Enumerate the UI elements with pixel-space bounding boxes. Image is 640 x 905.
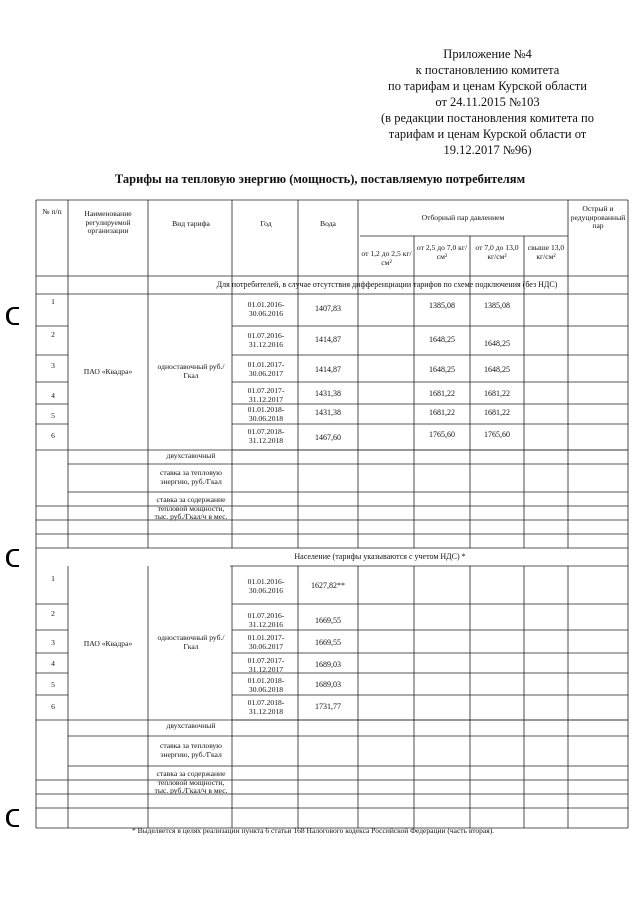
energy-rate-label: ставка за тепловую энергию, руб./Гкал bbox=[160, 742, 222, 759]
row-year: 01.07.2018-31.12.2018 bbox=[247, 699, 285, 716]
col-header-steam-1: от 1,2 до 2,5 кг/см² bbox=[361, 250, 412, 267]
binding-mark bbox=[6, 307, 19, 325]
col-header-sharp: Острый и редуцированный пар bbox=[570, 205, 626, 230]
row-water: 1669,55 bbox=[315, 639, 341, 647]
row-steam-2: 1648,25 bbox=[429, 366, 455, 374]
row-water: 1407,83 bbox=[315, 305, 341, 313]
row-steam-2: 1385,08 bbox=[429, 302, 455, 310]
col-header-num: № п/п bbox=[42, 208, 62, 216]
header-line: к постановлению комитета bbox=[415, 63, 560, 77]
capacity-rate-label: ставка за содержание тепловой мощности, тыс. руб./Гкал/ч в мес. bbox=[154, 496, 228, 521]
col-header-steam-3: от 7,0 до 13,0 кг/см² bbox=[475, 244, 519, 261]
row-num: 4 bbox=[51, 660, 55, 668]
org-name: ПАО «Квадра» bbox=[83, 640, 133, 648]
col-header-steam-2: от 2,5 до 7,0 кг/см² bbox=[416, 244, 468, 261]
row-year: 01.01.2016-30.06.2016 bbox=[247, 301, 285, 318]
row-year: 01.01.2018-30.06.2018 bbox=[247, 406, 285, 423]
row-water: 1627,82** bbox=[311, 582, 345, 590]
col-header-water: Вода bbox=[320, 220, 336, 228]
row-water: 1669,55 bbox=[315, 617, 341, 625]
row-num: 3 bbox=[51, 362, 55, 370]
row-water: 1689,03 bbox=[315, 661, 341, 669]
row-year: 01.07.2016-31.12.2016 bbox=[247, 612, 285, 629]
row-steam-3: 1765,60 bbox=[484, 431, 510, 439]
footnote: * Выделяется в целях реализации пункта 6 статьи 168 Налогового кодекса Российской Федерации (часть вторая). bbox=[132, 826, 495, 835]
capacity-rate-label: ставка за содержание тепловой мощности, тыс. руб./Гкал/ч в мес. bbox=[154, 770, 228, 795]
row-num: 6 bbox=[51, 432, 55, 440]
header-line: тарифам и ценам Курской области от bbox=[388, 127, 587, 141]
row-num: 2 bbox=[51, 331, 55, 339]
col-header-steam-4: свыше 13,0 кг/см² bbox=[527, 244, 565, 261]
section-title: Для потребителей, в случае отсутствия дифференциации тарифов по схеме подключения (без НДС) bbox=[216, 281, 558, 289]
row-num: 1 bbox=[51, 575, 55, 583]
col-header-tariff-type: Вид тарифа bbox=[172, 220, 210, 228]
row-water: 1689,03 bbox=[315, 681, 341, 689]
row-water: 1431,38 bbox=[315, 390, 341, 398]
page-title: Тарифы на тепловую энергию (мощность), поставляемую потребителям bbox=[114, 172, 526, 186]
binding-mark bbox=[6, 809, 19, 827]
header-line: от 24.11.2015 №103 bbox=[435, 95, 540, 109]
tariff-type-single: одноставочный руб./Гкал bbox=[157, 363, 225, 380]
row-steam-2: 1681,22 bbox=[429, 390, 455, 398]
col-header-org: Наименование регулируемой организации bbox=[84, 210, 132, 235]
row-year: 01.07.2016-31.12.2016 bbox=[247, 332, 285, 349]
row-year: 01.01.2017-30.06.2017 bbox=[247, 634, 285, 651]
row-num: 1 bbox=[51, 298, 55, 306]
row-water: 1431,38 bbox=[315, 409, 341, 417]
row-steam-2: 1765,60 bbox=[429, 431, 455, 439]
tariff-type-two-rate: двухставочный bbox=[166, 452, 216, 460]
row-steam-2: 1681,22 bbox=[429, 409, 455, 417]
tariff-type-single: одноставочный руб./Гкал bbox=[157, 634, 225, 651]
org-name: ПАО «Квадра» bbox=[83, 368, 133, 376]
col-header-year: Год bbox=[260, 220, 272, 228]
row-year: 01.07.2018-31.12.2018 bbox=[247, 428, 285, 445]
energy-rate-label: ставка за тепловую энергию, руб./Гкал bbox=[160, 469, 222, 486]
header-line: 19.12.2017 №96) bbox=[443, 143, 532, 157]
row-steam-3: 1648,25 bbox=[484, 340, 510, 348]
tariff-type-two-rate: двухставочный bbox=[166, 722, 216, 730]
row-num: 3 bbox=[51, 639, 55, 647]
row-steam-2: 1648,25 bbox=[429, 336, 455, 344]
row-water: 1414,87 bbox=[315, 336, 341, 344]
row-num: 2 bbox=[51, 610, 55, 618]
row-steam-3: 1385,08 bbox=[484, 302, 510, 310]
header-line: (в редакции постановления комитета по bbox=[381, 111, 594, 125]
section-title: Население (тарифы указываются с учетом НДС) * bbox=[294, 553, 466, 561]
header-line: по тарифам и ценам Курской области bbox=[388, 79, 587, 93]
row-year: 01.01.2016-30.06.2016 bbox=[247, 578, 285, 595]
row-num: 4 bbox=[51, 392, 55, 400]
row-steam-3: 1681,22 bbox=[484, 390, 510, 398]
header-line: Приложение №4 bbox=[443, 47, 532, 61]
row-steam-3: 1648,25 bbox=[484, 366, 510, 374]
row-num: 5 bbox=[51, 681, 55, 689]
row-year: 01.01.2017-30.06.2017 bbox=[247, 361, 285, 378]
row-num: 5 bbox=[51, 412, 55, 420]
row-year: 01.01.2018-30.06.2018 bbox=[247, 677, 285, 694]
row-water: 1731,77 bbox=[315, 703, 341, 711]
row-steam-3: 1681,22 bbox=[484, 409, 510, 417]
col-header-steam-group: Отборный пар давлением bbox=[421, 214, 505, 222]
binding-mark bbox=[6, 549, 19, 567]
row-num: 6 bbox=[51, 703, 55, 711]
row-water: 1414,87 bbox=[315, 366, 341, 374]
row-year: 01.07.2017-31.12.2017 bbox=[247, 657, 285, 674]
row-water: 1467,60 bbox=[315, 434, 341, 442]
row-year: 01.07.2017-31.12.2017 bbox=[247, 387, 285, 404]
